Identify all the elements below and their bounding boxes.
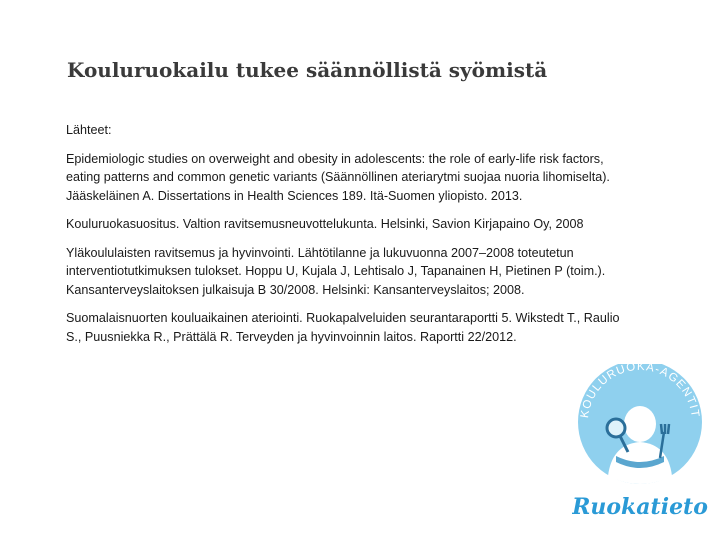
reference-item: Kouluruokasuositus. Valtion ravitsemusneuvottelukunta. Helsinki, Savion Kirjapaino Oy, 2008	[66, 217, 584, 231]
ruokatieto-wordmark: Ruokatieto	[572, 494, 708, 520]
reference-item: Epidemiologic studies on overweight and obesity in adolescents: the role of early-life risk factors, eating patterns and common genetic variants (Säännöllinen ateriarytmi suojaa nuoria lihomiselta). Jääskeläinen A. Dissertations in Health Sciences 189. Itä-Suomen yliopisto. 2013.	[66, 151, 610, 203]
agent-badge-icon	[572, 364, 708, 524]
sources-label: Lähteet:	[66, 123, 112, 137]
reference-item: Suomalaisnuorten kouluaikainen ateriointi. Ruokapalveluiden seurantaraportti 5. Wikstedt T., Raulio S., Puusniekka R., Prättälä R. Terveyden ja hyvinvoinnin laitos. Raportti 22/2012.	[66, 311, 620, 344]
kouluruoka-agentit-logo	[572, 364, 708, 524]
slide-title: Kouluruokailu tukee säännöllistä syömistä	[67, 58, 548, 82]
sources-section	[66, 121, 626, 356]
reference-item: Yläkoululaisten ravitsemus ja hyvinvointi. Lähtötilanne ja lukuvuonna 2007–2008 toteutetun interventiotutkimuksen tulokset. Hoppu U, Kujala J, Lehtisalo J, Tapanainen H, Pietinen P (toim.). Kansanterveyslaitoksen julkaisuja B 30/2008. Helsinki: Kansanterveyslaitos; 2008.	[66, 245, 606, 297]
logo-ring-text: KOULURUOKA-AGENTIT	[579, 364, 701, 419]
